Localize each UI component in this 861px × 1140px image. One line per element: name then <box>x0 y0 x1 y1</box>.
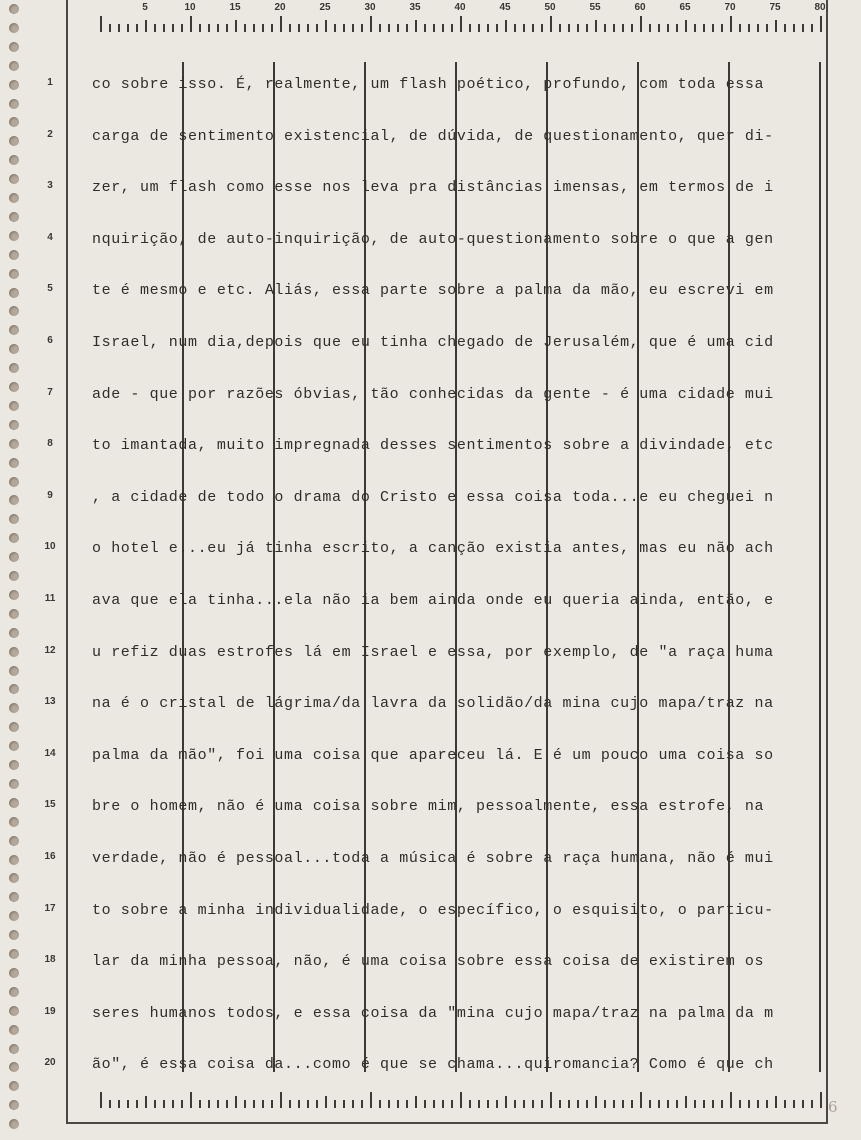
ruler-tick <box>748 1100 750 1108</box>
ruler-tick <box>370 16 372 32</box>
ruler-tick <box>370 1092 372 1108</box>
ruler-tick <box>199 1100 201 1108</box>
ruler-tick <box>712 24 714 32</box>
binding-hole <box>9 136 19 146</box>
binding-hole <box>9 836 19 846</box>
binding-hole <box>9 590 19 600</box>
typed-line: nquirição, de auto-inquirição, de auto-questionamento sobre o que a gen <box>92 230 774 248</box>
ruler-tick <box>640 16 642 32</box>
ruler-tick <box>487 24 489 32</box>
ruler-tick <box>766 1100 768 1108</box>
ruler-tick <box>658 24 660 32</box>
binding-hole <box>9 174 19 184</box>
ruler-tick <box>442 1100 444 1108</box>
line-number: 3 <box>47 180 53 192</box>
ruler-tick <box>469 24 471 32</box>
ruler-tick <box>820 16 822 32</box>
typed-line: seres humanos todos, e essa coisa da "mina cujo mapa/traz na palma da m <box>92 1004 774 1022</box>
ruler-tick <box>757 24 759 32</box>
ruler-tick <box>613 24 615 32</box>
ruler-tick <box>163 1100 165 1108</box>
binding-hole <box>9 1119 19 1129</box>
top-ruler <box>100 2 826 32</box>
ruler-tick <box>595 1096 597 1108</box>
ruler-tick <box>307 1100 309 1108</box>
typed-line: u refiz duas estrofes lá em Israel e essa, por exemplo, de "a raça huma <box>92 643 774 661</box>
typed-line: na é o cristal de lágrima/da lavra da solidão/da mina cujo mapa/traz na <box>92 695 774 713</box>
ruler-tick <box>442 24 444 32</box>
binding-hole <box>9 779 19 789</box>
ruler-tick <box>154 24 156 32</box>
line-number: 13 <box>44 696 56 708</box>
line-number: 17 <box>44 902 56 914</box>
ruler-tick <box>136 24 138 32</box>
ruler-tick <box>811 1100 813 1108</box>
ruler-tick <box>730 1092 732 1108</box>
ruler-tick <box>775 20 777 32</box>
line-number: 16 <box>44 851 56 862</box>
ruler-tick <box>163 24 165 32</box>
ruler-tick <box>172 24 174 32</box>
line-number: 2 <box>47 128 53 140</box>
ruler-tick <box>730 16 732 32</box>
typed-line: ade - que por razões óbvias, tão conhecidas da gente - é uma cidade mui <box>92 385 774 403</box>
ruler-tick <box>388 24 390 32</box>
binding-hole <box>9 401 19 411</box>
binding-hole <box>9 647 19 657</box>
ruler-tick <box>559 1100 561 1108</box>
ruler-tick <box>505 1096 507 1108</box>
line-number: 18 <box>44 954 56 966</box>
ruler-tick <box>172 1100 174 1108</box>
ruler-tick <box>793 1100 795 1108</box>
binding-hole <box>9 439 19 449</box>
typed-line: ão", é essa coisa da...como é que se chama...quiromancia? Como é que ch <box>92 1056 774 1074</box>
line-number: 20 <box>44 1057 56 1069</box>
ruler-tick <box>145 1096 147 1108</box>
ruler-tick <box>352 24 354 32</box>
ruler-number: 5 <box>142 2 148 13</box>
binding-hole <box>9 703 19 713</box>
ruler-tick <box>676 24 678 32</box>
ruler-tick <box>298 1100 300 1108</box>
ruler-tick <box>361 24 363 32</box>
ruler-tick <box>631 1100 633 1108</box>
ruler-tick <box>406 1100 408 1108</box>
ruler-tick <box>253 1100 255 1108</box>
column-rule <box>182 62 184 1072</box>
line-number: 1 <box>47 77 53 88</box>
binding-hole <box>9 533 19 543</box>
binding-hole <box>9 250 19 260</box>
ruler-tick <box>514 24 516 32</box>
ruler-tick <box>586 24 588 32</box>
ruler-tick <box>550 1092 552 1108</box>
ruler-tick <box>460 1092 462 1108</box>
ruler-tick <box>154 1100 156 1108</box>
binding-hole <box>9 231 19 241</box>
ruler-tick <box>523 1100 525 1108</box>
ruler-tick <box>415 20 417 32</box>
ruler-tick <box>505 20 507 32</box>
binding-hole <box>9 495 19 505</box>
typed-line: zer, um flash como esse nos leva pra distâncias imensas, em termos de i <box>92 179 774 197</box>
ruler-number: 30 <box>364 2 376 13</box>
ruler-tick <box>217 24 219 32</box>
ruler-tick <box>397 1100 399 1108</box>
ruler-tick <box>190 16 192 32</box>
binding-hole <box>9 798 19 808</box>
binding-hole <box>9 609 19 619</box>
column-rule <box>546 62 548 1072</box>
ruler-tick <box>667 1100 669 1108</box>
binding-hole <box>9 212 19 222</box>
ruler-tick <box>379 1100 381 1108</box>
ruler-tick <box>721 1100 723 1108</box>
line-number: 6 <box>47 335 53 346</box>
ruler-tick <box>334 1100 336 1108</box>
binding-hole <box>9 987 19 997</box>
binding-hole <box>9 1081 19 1091</box>
ruler-tick <box>820 1092 822 1108</box>
ruler-tick <box>496 24 498 32</box>
binding-hole <box>9 1025 19 1035</box>
column-rule <box>273 62 275 1072</box>
ruler-tick <box>532 1100 534 1108</box>
ruler-number: 60 <box>634 2 646 13</box>
ruler-tick <box>262 24 264 32</box>
ruler-tick <box>568 24 570 32</box>
ruler-tick <box>280 16 282 32</box>
ruler-tick <box>721 24 723 32</box>
bottom-ruler <box>100 1090 820 1116</box>
line-number: 4 <box>47 231 53 243</box>
ruler-tick <box>316 24 318 32</box>
ruler-tick <box>622 1100 624 1108</box>
ruler-tick <box>424 1100 426 1108</box>
ruler-tick <box>451 1100 453 1108</box>
ruler-tick <box>613 1100 615 1108</box>
ruler-tick <box>622 24 624 32</box>
ruler-tick <box>289 1100 291 1108</box>
ruler-tick <box>451 24 453 32</box>
typed-line: lar da minha pessoa, não, é uma coisa sobre essa coisa de existirem os <box>92 953 765 971</box>
ruler-tick <box>694 1100 696 1108</box>
ruler-tick <box>226 24 228 32</box>
line-number: 19 <box>44 1005 56 1017</box>
typed-line: te é mesmo e etc. Aliás, essa parte sobre a palma da mão, eu escrevi em <box>92 282 774 300</box>
ruler-tick <box>127 1100 129 1108</box>
binding-hole <box>9 288 19 298</box>
ruler-tick <box>235 1096 237 1108</box>
ruler-number: 50 <box>544 2 556 13</box>
typed-line: co sobre isso. É, realmente, um flash poético, profundo, com toda essa <box>92 76 765 93</box>
ruler-number: 45 <box>499 2 511 13</box>
ruler-tick <box>415 1096 417 1108</box>
binding-hole <box>9 930 19 940</box>
binding-hole <box>9 61 19 71</box>
ruler-tick <box>325 1096 327 1108</box>
ruler-tick <box>748 24 750 32</box>
ruler-tick <box>703 24 705 32</box>
binding-hole <box>9 193 19 203</box>
ruler-tick <box>604 24 606 32</box>
ruler-tick <box>433 1100 435 1108</box>
binding-hole <box>9 269 19 279</box>
binding-hole <box>9 325 19 335</box>
line-number: 10 <box>44 541 56 553</box>
ruler-tick <box>199 24 201 32</box>
ruler-tick <box>244 24 246 32</box>
binding-hole <box>9 760 19 770</box>
ruler-tick <box>811 24 813 32</box>
ruler-tick <box>739 1100 741 1108</box>
ruler-tick <box>685 20 687 32</box>
binding-hole <box>9 552 19 562</box>
ruler-tick <box>208 1100 210 1108</box>
ruler-tick <box>460 16 462 32</box>
ruler-number: 55 <box>589 2 601 13</box>
line-number: 12 <box>44 644 56 656</box>
typed-line: palma da mão", foi uma coisa que apareceu lá. E é um pouco uma coisa so <box>92 746 774 764</box>
ruler-tick <box>424 24 426 32</box>
ruler-tick <box>289 24 291 32</box>
ruler-number: 70 <box>724 2 736 13</box>
column-rule <box>364 62 366 1072</box>
ruler-tick <box>604 1100 606 1108</box>
binding-hole <box>9 306 19 316</box>
ruler-tick <box>640 1092 642 1108</box>
ruler-tick <box>766 24 768 32</box>
ruler-number: 25 <box>319 2 331 13</box>
ruler-tick <box>595 20 597 32</box>
ruler-tick <box>802 1100 804 1108</box>
binding-hole <box>9 80 19 90</box>
ruler-tick <box>541 24 543 32</box>
binding-hole <box>9 873 19 883</box>
typed-line: to imantada, muito impregnada desses sentimentos sobre a divindade, etc <box>92 437 774 455</box>
ruler-tick <box>334 24 336 32</box>
line-number: 5 <box>47 283 53 295</box>
ruler-tick <box>658 1100 660 1108</box>
typed-line: to sobre a minha individualidade, o específico, o esquisito, o particu- <box>92 901 774 919</box>
ruler-number: 75 <box>769 2 781 13</box>
ruler-tick <box>496 1100 498 1108</box>
ruler-tick <box>568 1100 570 1108</box>
ruler-tick <box>577 24 579 32</box>
column-rule <box>455 62 457 1072</box>
ruler-tick <box>190 1092 192 1108</box>
ruler-tick <box>577 1100 579 1108</box>
ruler-tick <box>100 1092 102 1108</box>
ruler-number: 20 <box>274 2 286 13</box>
binding-hole <box>9 344 19 354</box>
binding-hole <box>9 458 19 468</box>
ruler-tick <box>217 1100 219 1108</box>
ruler-tick <box>118 1100 120 1108</box>
ruler-tick <box>523 24 525 32</box>
ruler-tick <box>532 24 534 32</box>
typed-line: ava que ela tinha...ela não ia bem ainda onde eu queria ainda, então, e <box>92 592 774 609</box>
ruler-tick <box>694 24 696 32</box>
ruler-tick <box>181 24 183 32</box>
ruler-number: 35 <box>409 2 421 13</box>
typed-line: o hotel e...eu já tinha escrito, a canção existia antes, mas eu não ach <box>92 540 774 558</box>
ruler-tick <box>676 1100 678 1108</box>
ruler-tick <box>397 24 399 32</box>
ruler-tick <box>478 1100 480 1108</box>
typed-line: Israel, num dia,depois que eu tinha chegado de Jerusalém, que é uma cid <box>92 334 774 351</box>
ruler-tick <box>586 1100 588 1108</box>
ruler-tick <box>784 1100 786 1108</box>
ruler-tick <box>226 1100 228 1108</box>
ruler-tick <box>388 1100 390 1108</box>
ruler-tick <box>109 1100 111 1108</box>
ruler-tick <box>793 24 795 32</box>
ruler-tick <box>343 24 345 32</box>
ruler-tick <box>109 24 111 32</box>
ruler-tick <box>325 20 327 32</box>
ruler-tick <box>352 1100 354 1108</box>
ruler-tick <box>136 1100 138 1108</box>
ruler-tick <box>757 1100 759 1108</box>
ruler-number: 15 <box>229 2 241 13</box>
binding-hole <box>9 382 19 392</box>
ruler-tick <box>802 24 804 32</box>
ruler-tick <box>244 1100 246 1108</box>
ruler-tick <box>262 1100 264 1108</box>
binding-hole <box>9 968 19 978</box>
ruler-tick <box>487 1100 489 1108</box>
binding-hole <box>9 817 19 827</box>
ruler-tick <box>406 24 408 32</box>
ruler-tick <box>208 24 210 32</box>
ruler-tick <box>271 24 273 32</box>
ruler-tick <box>271 1100 273 1108</box>
ruler-tick <box>343 1100 345 1108</box>
binding-hole <box>9 99 19 109</box>
column-rule <box>637 62 639 1072</box>
binding-hole <box>9 949 19 959</box>
ruler-tick <box>649 24 651 32</box>
binding-hole <box>9 42 19 52</box>
typed-line: , a cidade de todo o drama do Cristo e essa coisa toda...e eu cheguei n <box>92 488 774 506</box>
ruler-tick <box>649 1100 651 1108</box>
typed-line: verdade, não é pessoal...toda a música é sobre a raça humana, não é mui <box>92 850 774 867</box>
binding-hole <box>9 1044 19 1054</box>
line-number: 7 <box>47 386 53 398</box>
line-number: 15 <box>44 799 56 811</box>
binding-hole <box>9 1062 19 1072</box>
binding-hole <box>9 117 19 127</box>
binding-hole <box>9 628 19 638</box>
ruler-tick <box>361 1100 363 1108</box>
line-number: 11 <box>44 593 56 604</box>
spiral-binding <box>0 0 22 1140</box>
ruler-tick <box>253 24 255 32</box>
binding-hole <box>9 684 19 694</box>
binding-hole <box>9 363 19 373</box>
line-number: 9 <box>47 489 53 501</box>
ruler-tick <box>478 24 480 32</box>
column-rule <box>728 62 730 1072</box>
binding-hole <box>9 741 19 751</box>
ruler-tick <box>181 1100 183 1108</box>
ruler-tick <box>316 1100 318 1108</box>
ruler-tick <box>712 1100 714 1108</box>
ruler-tick <box>379 24 381 32</box>
ruler-tick <box>703 1100 705 1108</box>
binding-hole <box>9 514 19 524</box>
ruler-tick <box>100 16 102 32</box>
binding-hole <box>9 722 19 732</box>
line-number: 14 <box>44 747 56 759</box>
ruler-number: 10 <box>184 2 196 13</box>
typed-line: bre o homem, não é uma coisa sobre mim, pessoalmente, essa estrofe, na <box>92 798 765 816</box>
ruler-tick <box>118 24 120 32</box>
ruler-tick <box>631 24 633 32</box>
ruler-tick <box>550 16 552 32</box>
ruler-tick <box>307 24 309 32</box>
ruler-number: 65 <box>679 2 691 13</box>
ruler-tick <box>559 24 561 32</box>
binding-hole <box>9 666 19 676</box>
binding-hole <box>9 892 19 902</box>
ruler-tick <box>667 24 669 32</box>
binding-hole <box>9 477 19 487</box>
binding-hole <box>9 571 19 581</box>
ruler-tick <box>433 24 435 32</box>
ruler-tick <box>127 24 129 32</box>
binding-hole <box>9 1006 19 1016</box>
binding-hole <box>9 420 19 430</box>
binding-hole <box>9 855 19 865</box>
binding-hole <box>9 1100 19 1110</box>
ruler-number: 80 <box>814 2 826 13</box>
ruler-tick <box>469 1100 471 1108</box>
ruler-tick <box>514 1100 516 1108</box>
column-rule <box>819 62 821 1072</box>
ruler-tick <box>685 1096 687 1108</box>
binding-hole <box>9 23 19 33</box>
binding-hole <box>9 155 19 165</box>
typed-line: carga de sentimento existencial, de dúvida, de questionamento, quer di- <box>92 127 774 145</box>
ruler-tick <box>235 20 237 32</box>
ruler-tick <box>298 24 300 32</box>
ruler-tick <box>739 24 741 32</box>
line-number: 8 <box>47 438 53 450</box>
ruler-tick <box>145 20 147 32</box>
binding-hole <box>9 4 19 14</box>
ruler-tick <box>775 1096 777 1108</box>
ruler-number: 40 <box>454 2 466 13</box>
ruler-tick <box>541 1100 543 1108</box>
ruler-tick <box>784 24 786 32</box>
page-number-mark: 6 <box>828 1098 838 1116</box>
ruler-tick <box>280 1092 282 1108</box>
binding-hole <box>9 911 19 921</box>
